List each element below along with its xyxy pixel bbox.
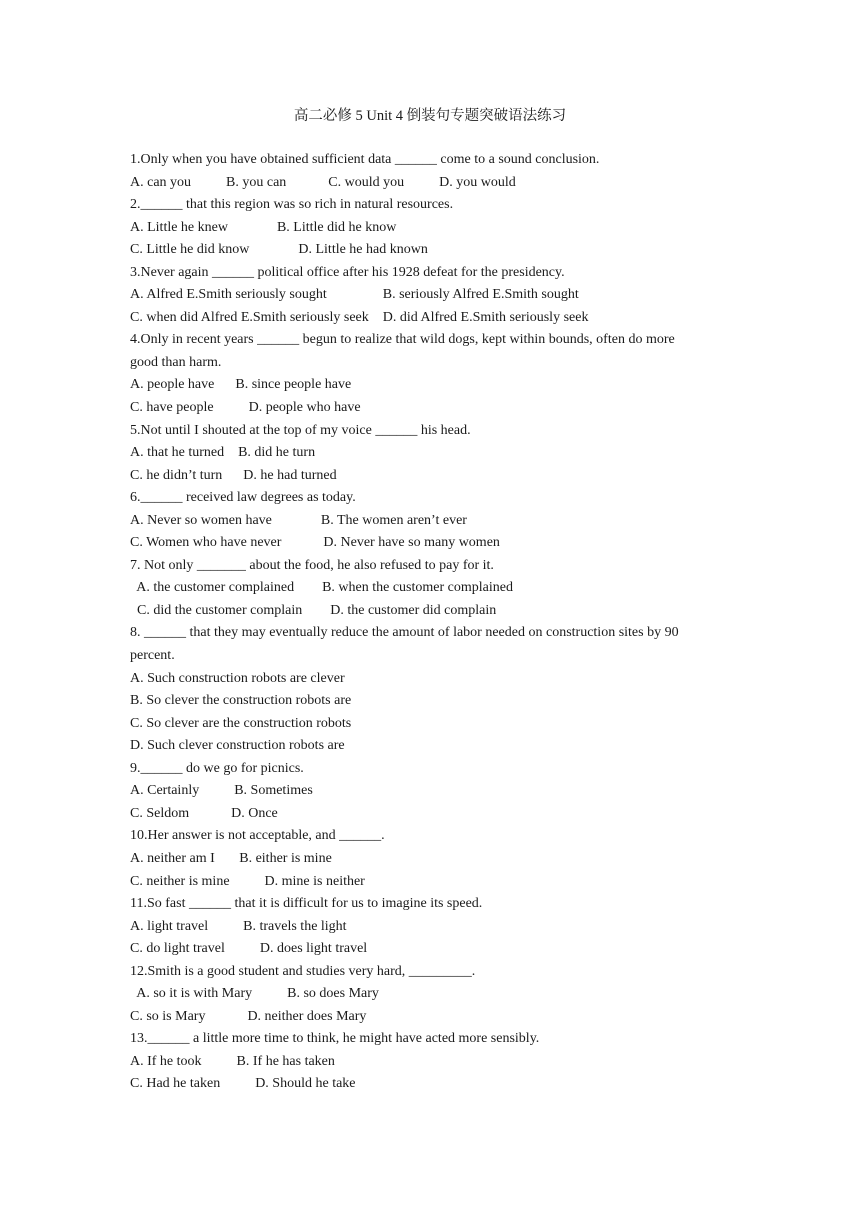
- text-line: A. Alfred E.Smith seriously sought B. seriously Alfred E.Smith sought: [130, 287, 579, 303]
- text-line: A. Certainly B. Sometimes: [130, 783, 313, 799]
- text-line: D. Such clever construction robots are: [130, 738, 345, 754]
- text-line: C. Little he did know D. Little he had known: [130, 242, 428, 258]
- text-line: A. light travel B. travels the light: [130, 918, 347, 934]
- text-line: A. can you B. you can C. would you D. you would: [130, 174, 516, 190]
- text-line: C. he didn’t turn D. he had turned: [130, 467, 337, 483]
- text-line: percent.: [130, 648, 175, 664]
- text-line: 11.So fast ______ that it is difficult for us to imagine its speed.: [130, 896, 483, 912]
- text-line: C. So clever are the construction robots: [130, 715, 352, 731]
- text-line: C. Seldom D. Once: [130, 805, 278, 821]
- text-line: C. do light travel D. does light travel: [130, 941, 368, 957]
- text-line: 2.______ that this region was so rich in natural resources.: [130, 197, 454, 213]
- text-line: 12.Smith is a good student and studies very hard, _________.: [130, 963, 476, 979]
- text-line: C. neither is mine D. mine is neither: [130, 873, 365, 889]
- text-line: A. so it is with Mary B. so does Mary: [130, 986, 379, 1002]
- text-line: A. the customer complained B. when the customer complained: [130, 580, 513, 596]
- text-line: C. Had he taken D. Should he take: [130, 1076, 356, 1092]
- text-line: C. did the customer complain D. the customer did complain: [130, 602, 497, 618]
- text-line: 4.Only in recent years ______ begun to realize that wild dogs, kept within bounds, often do more: [130, 332, 675, 348]
- text-line: C. Women who have never D. Never have so many women: [130, 535, 500, 551]
- text-line: 13.______ a little more time to think, he might have acted more sensibly.: [130, 1031, 540, 1047]
- text-line: A. Little he knew B. Little did he know: [130, 219, 397, 235]
- text-line: A. Such construction robots are clever: [130, 670, 345, 686]
- text-line: 9.______ do we go for picnics.: [130, 760, 304, 776]
- text-line: B. So clever the construction robots are: [130, 693, 352, 709]
- text-line: 8. ______ that they may eventually reduce the amount of labor needed on construction sites by 90: [130, 625, 679, 641]
- text-line: 6.______ received law degrees as today.: [130, 490, 356, 506]
- text-line: 5.Not until I shouted at the top of my voice ______ his head.: [130, 422, 471, 438]
- worksheet-title: 高二必修 5 Unit 4 倒装句专题突破语法练习: [293, 108, 567, 124]
- text-line: good than harm.: [130, 354, 222, 370]
- text-line: A. neither am I B. either is mine: [130, 850, 332, 866]
- text-line: C. have people D. people who have: [130, 400, 361, 416]
- text-line: A. people have B. since people have: [130, 377, 352, 393]
- text-line: 10.Her answer is not acceptable, and ______.: [130, 828, 385, 844]
- question-list: [130, 149, 740, 1096]
- text-line: A. that he turned B. did he turn: [130, 445, 316, 461]
- text-line: C. so is Mary D. neither does Mary: [130, 1008, 367, 1024]
- text-line: 7. Not only _______ about the food, he also refused to pay for it.: [130, 557, 494, 573]
- text-line: 3.Never again ______ political office after his 1928 defeat for the presidency.: [130, 264, 565, 280]
- text-line: A. If he took B. If he has taken: [130, 1053, 335, 1069]
- text-line: C. when did Alfred E.Smith seriously seek D. did Alfred E.Smith seriously seek: [130, 309, 589, 325]
- text-line: A. Never so women have B. The women aren’t ever: [130, 512, 467, 528]
- text-line: 1.Only when you have obtained sufficient data ______ come to a sound conclusion.: [130, 152, 600, 167]
